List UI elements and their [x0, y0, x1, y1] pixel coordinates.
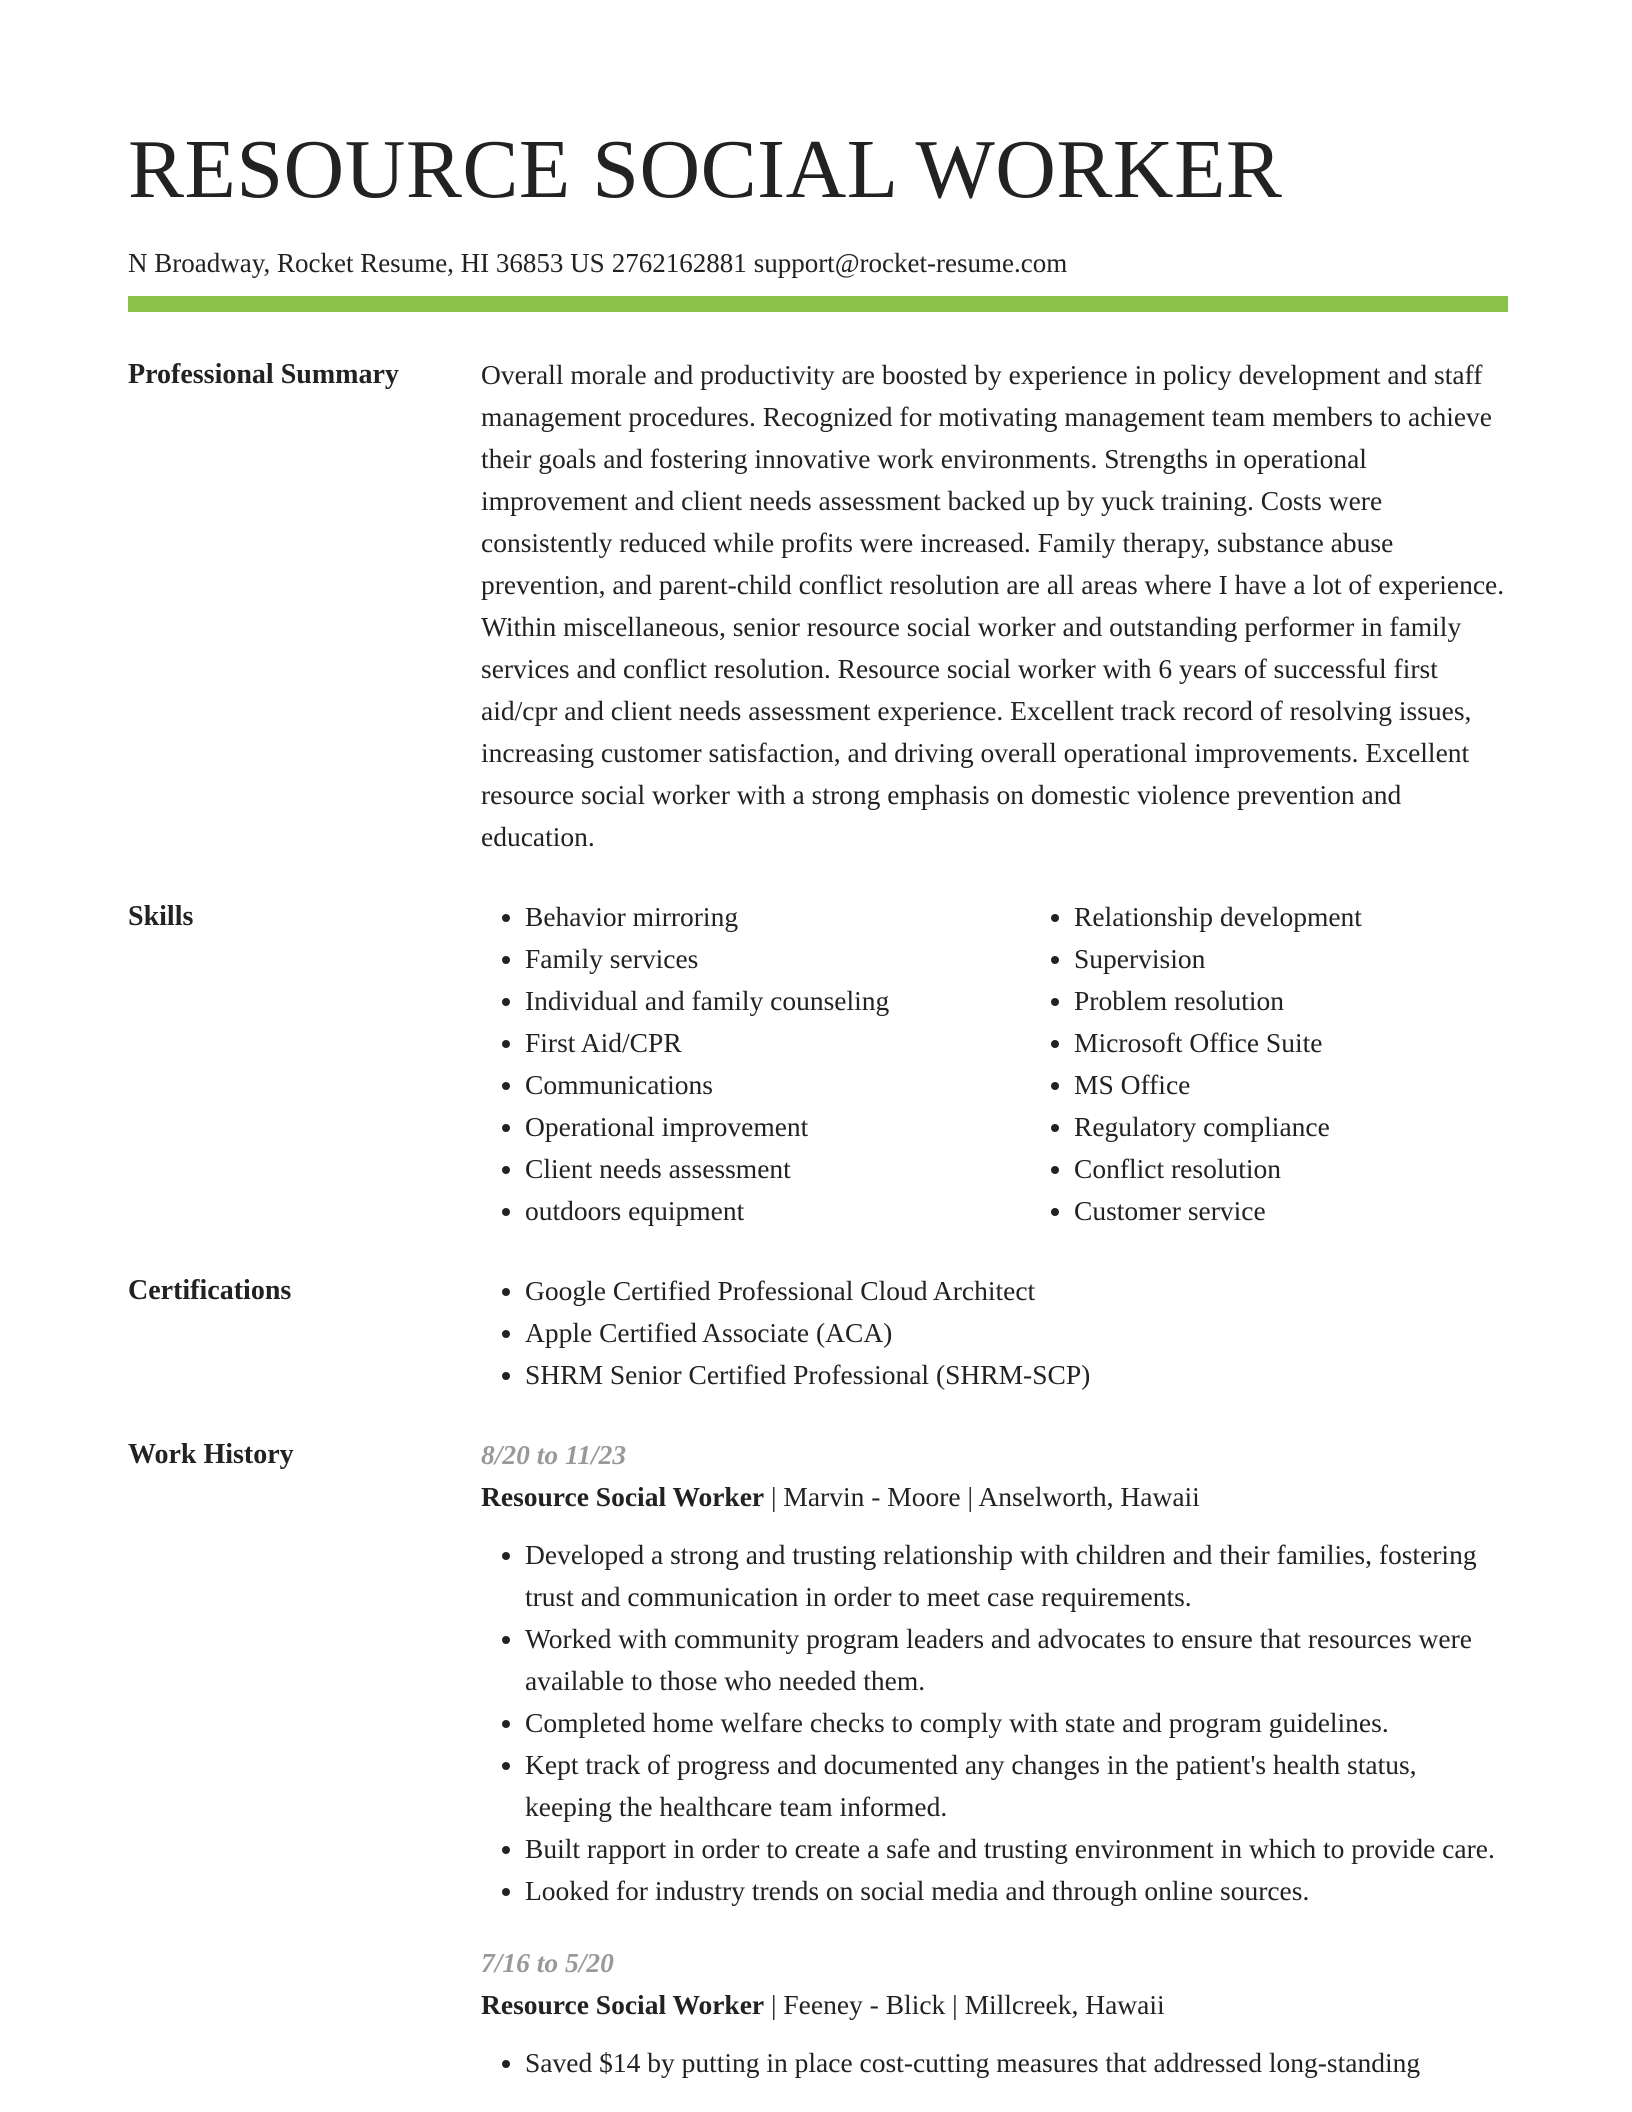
skills-list-right [1030, 896, 1579, 1232]
summary-heading: Professional Summary [128, 359, 399, 390]
work-history-section [128, 1434, 1508, 2084]
job-dates: 8/20 to 11/23 [481, 1439, 627, 1470]
contact-line [128, 246, 1508, 280]
job-header [481, 1984, 1508, 2026]
certifications-list [481, 1270, 1508, 1396]
job-entry [481, 1434, 1508, 1912]
skill-item: • Relationship development [1074, 896, 1579, 938]
job-company: Marvin - Moore [783, 1481, 961, 1512]
job-company: Feeney - Blick [783, 1989, 946, 2020]
job-bullet: • Completed home welfare checks to comply with state and program guidelines. [525, 1702, 1508, 1744]
summary-text: Overall morale and productivity are boosted by experience in policy development and staff management procedures. Recognized for motivating management team members to achieve their goals and fostering innovative work environments. Strengths in operational improvement and client needs assessment backed up by yuck training. Costs were consistently reduced while profits were increased. Family therapy, substance abuse prevention, and parent-child conflict resolution are all areas where I have a lot of experience. Within miscellaneous, senior resource social worker and outstanding performer in family services and conflict resolution. Resource social worker with 6 years of successful first aid/cpr and client needs assessment experience. Excellent track record of resolving issues, increasing customer satisfaction, and driving overall operational improvements. Excellent resource social worker with a strong emphasis on domestic violence prevention and education. [481, 359, 1505, 852]
skill-item: • Communications [525, 1064, 1030, 1106]
certification-item: • Apple Certified Associate (ACA) [525, 1312, 1508, 1354]
skill-item: • Regulatory compliance [1074, 1106, 1579, 1148]
job-bullet: • Worked with community program leaders and advocates to ensure that resources were available to those who needed them. [525, 1618, 1508, 1702]
skills-list-left [481, 896, 1030, 1232]
resume-page [128, 0, 1508, 2084]
job-bullets [481, 1534, 1508, 1912]
separator: | [952, 1989, 965, 2020]
phone: 2762162881 [611, 248, 747, 278]
skill-item: • Microsoft Office Suite [1074, 1022, 1579, 1064]
skill-item: • Family services [525, 938, 1030, 980]
separator: | [967, 1481, 979, 1512]
skill-item: • outdoors equipment [525, 1190, 1030, 1232]
work-history-heading: Work History [128, 1439, 294, 1470]
skill-item: • Operational improvement [525, 1106, 1030, 1148]
job-header [481, 1476, 1508, 1518]
resume-title: RESOURCE SOCIAL WORKER [128, 123, 1283, 216]
accent-divider [128, 296, 1508, 312]
skill-item: • MS Office [1074, 1064, 1579, 1106]
skill-item: • Supervision [1074, 938, 1579, 980]
job-bullets [481, 2042, 1508, 2084]
job-title: Resource Social Worker [481, 1989, 765, 2020]
skills-heading: Skills [128, 901, 194, 932]
skill-item: • First Aid/CPR [525, 1022, 1030, 1064]
separator: | [771, 1481, 784, 1512]
job-bullet: • Kept track of progress and documented any changes in the patient's health status, keeping the healthcare team informed. [525, 1744, 1508, 1828]
job-dates: 7/16 to 5/20 [481, 1947, 614, 1978]
job-location: Anselworth, Hawaii [978, 1481, 1200, 1512]
address: N Broadway, Rocket Resume, HI 36853 US [128, 248, 605, 278]
skill-item: • Client needs assessment [525, 1148, 1030, 1190]
skill-item: • Problem resolution [1074, 980, 1579, 1022]
skill-item: • Individual and family counseling [525, 980, 1030, 1022]
job-location: Millcreek, Hawaii [964, 1989, 1165, 2020]
certifications-section [128, 1270, 1508, 1396]
job-title: Resource Social Worker [481, 1481, 765, 1512]
separator: | [771, 1989, 784, 2020]
certification-item: • SHRM Senior Certified Professional (SHRM-SCP) [525, 1354, 1508, 1396]
summary-section [128, 354, 1508, 858]
certification-item: • Google Certified Professional Cloud Architect [525, 1270, 1508, 1312]
job-entry [481, 1942, 1508, 2084]
certifications-heading: Certifications [128, 1275, 292, 1306]
skill-item: • Behavior mirroring [525, 896, 1030, 938]
job-bullet: • Developed a strong and trusting relationship with children and their families, fostering trust and communication in order to meet case requirements. [525, 1534, 1508, 1618]
job-bullet: • Looked for industry trends on social media and through online sources. [525, 1870, 1508, 1912]
job-bullet: • Built rapport in order to create a safe and trusting environment in which to provide care. [525, 1828, 1508, 1870]
job-bullet: • Saved $14 by putting in place cost-cutting measures that addressed long-standing [525, 2042, 1508, 2084]
skill-item: • Conflict resolution [1074, 1148, 1579, 1190]
skills-section [128, 896, 1508, 1232]
skill-item: • Customer service [1074, 1190, 1579, 1232]
email[interactable]: support@rocket-resume.com [753, 248, 1068, 278]
